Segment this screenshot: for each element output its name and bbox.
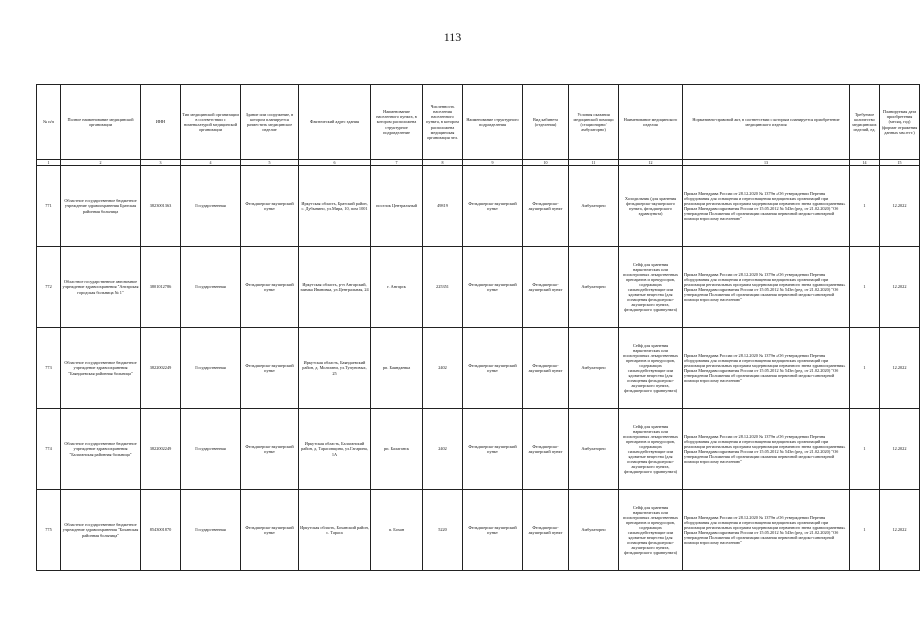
settlement: п. Бохан (371, 490, 423, 571)
quantity: 1 (850, 166, 880, 247)
legal-act: Приказ Минздрава России от 28.12.2020 № 1379н «Об утверждении Перечня оборудования для оснащения и переоснащения медицинских организаций при реализации региональных программ модернизации первичного звена здравоохранения» Приказ Минздравсоцразвития России от 15.05.2012 № 543н (ред. от 21.02.2020) "Об утверждении Положения об организации оказания первичной медико-санитарной помощи взрослому населению" (683, 166, 850, 247)
org-name: Областное государственное автономное учреждение здравоохранения "Ангарская городская больница № 1" (61, 247, 141, 328)
header-row (37, 85, 920, 160)
row-number: 774 (37, 409, 61, 490)
address: Иркутская область, Балаганский район, д. Тарасовщина, ул.Гагарина, 1А (299, 409, 371, 490)
cabinet: Фельдшерско-акушерский пункт (523, 247, 569, 328)
purchase-date: 12.2022 (880, 409, 920, 490)
column-number: 15 (880, 160, 920, 166)
header-cell: Требуемое количество медицинских изделий, ед. (850, 85, 880, 160)
building: Фельдшерско-акушерский пункт (241, 328, 299, 409)
device: Сейф для хранения наркотических или психотропных лекарственных препаратов и прекурсоров, содержащих сильнодействующие или ядовитые вещества (для оснащения фельдшерско-акушерского пункта, фельдшерского здравпункта) (619, 409, 683, 490)
column-number: 10 (523, 160, 569, 166)
page-number: 113 (443, 30, 462, 44)
conditions: Амбулаторно (569, 490, 619, 571)
header-cell: ИНН (141, 85, 181, 160)
address: Иркутская область, р-н Ангарский, заимка Ивановка, ул.Центральная, 24 (299, 247, 371, 328)
address: Иркутская область, Боханский район, с. Тараса (299, 490, 371, 571)
column-number: 9 (463, 160, 523, 166)
building: Фельдшерско-акушерский пункт (241, 490, 299, 571)
inn: 3823001363 (141, 166, 181, 247)
header-cell: Наименование медицинского изделия (619, 85, 683, 160)
org-name: Областное государственное бюджетное учреждение здравоохранения Братская районная больница (61, 166, 141, 247)
header-cell: Полное наименование медицинской организации (61, 85, 141, 160)
unit: Фельдшерско-акушерский пункт (463, 247, 523, 328)
table-row (37, 328, 920, 409)
cabinet: Фельдшерско-акушерский пункт (523, 166, 569, 247)
table-row (37, 490, 920, 571)
table-row (37, 247, 920, 328)
cabinet: Фельдшерско-акушерский пункт (523, 328, 569, 409)
column-number: 4 (181, 160, 241, 166)
inn: 8543001870 (141, 490, 181, 571)
building: Фельдшерско-акушерский пункт (241, 166, 299, 247)
header-cell: Наименование населенного пункта, в котором расположена структурное подразделение (371, 85, 423, 160)
header-cell: Вид кабинета (отделения) (523, 85, 569, 160)
header-cell: Нормативно-правовой акт, в соответствии с которым планируется приобретение медицинского изделия (683, 85, 850, 160)
equipment-table (36, 84, 920, 571)
legal-act: Приказ Минздрава России от 28.12.2020 № 1379н «Об утверждении Перечня оборудования для оснащения и переоснащения медицинских организаций при реализации региональных программ модернизации первичного звена здравоохранения» Приказ Минздравсоцразвития России от 15.05.2012 № 543н (ред. от 21.02.2020) "Об утверждении Положения об организации оказания первичной медико-санитарной помощи взрослому населению" (683, 247, 850, 328)
inn: 3822002249 (141, 409, 181, 490)
settlement: рп. Балаганск (371, 409, 423, 490)
population: 5220 (423, 490, 463, 571)
unit: Фельдшерско-акушерский пункт (463, 166, 523, 247)
org-type: Государственная (181, 247, 241, 328)
device: Сейф для хранения наркотических или психотропных лекарственных препаратов и прекурсоров, содержащих сильнодействующие или ядовитые вещества (для оснащения фельдшерско-акушерского пункта, фельдшерского здравпункта) (619, 328, 683, 409)
unit: Фельдшерско-акушерский пункт (463, 409, 523, 490)
org-type: Государственная (181, 490, 241, 571)
device: Сейф для хранения наркотических или психотропных лекарственных препаратов и прекурсоров, содержащих сильнодействующие или ядовитые вещества (для оснащения фельдшерско-акушерского пункта, фельдшерского здравпункта) (619, 247, 683, 328)
legal-act: Приказ Минздрава России от 28.12.2020 № 1379н «Об утверждении Перечня оборудования для оснащения и переоснащения медицинских организаций при реализации региональных программ модернизации первичного звена здравоохранения» Приказ Минздравсоцразвития России от 15.05.2012 № 543н (ред. от 21.02.2020) "Об утверждении Положения об организации оказания первичной медико-санитарной помощи взрослому населению" (683, 490, 850, 571)
settlement: г. Ангарск (371, 247, 423, 328)
column-number: 12 (619, 160, 683, 166)
column-number: 6 (299, 160, 371, 166)
purchase-date: 12.2022 (880, 328, 920, 409)
settlement: поселок Центральный (371, 166, 423, 247)
address: Иркутская область, Баяндаевский район, д. Мольтани, ул.Тупуновых, 25 (299, 328, 371, 409)
org-type: Государственная (181, 328, 241, 409)
conditions: Амбулаторно (569, 409, 619, 490)
unit: Фельдшерско-акушерский пункт (463, 328, 523, 409)
column-number: 13 (683, 160, 850, 166)
quantity: 1 (850, 247, 880, 328)
header-cell: Условия оказания медицинской помощи (стационарно/амбулаторно) (569, 85, 619, 160)
unit: Фельдшерско-акушерский пункт (463, 490, 523, 571)
quantity: 1 (850, 328, 880, 409)
building: Фельдшерско-акушерский пункт (241, 247, 299, 328)
column-number: 8 (423, 160, 463, 166)
column-number: 3 (141, 160, 181, 166)
row-number: 772 (37, 247, 61, 328)
quantity: 1 (850, 409, 880, 490)
inn: 3801012786 (141, 247, 181, 328)
conditions: Амбулаторно (569, 328, 619, 409)
column-number: 2 (61, 160, 141, 166)
cabinet: Фельдшерско-акушерский пункт (523, 409, 569, 490)
device: Холодильник (для хранения фельдшерско-акушерского пункта, фельдшерского здравпункта) (619, 166, 683, 247)
org-name: Областное государственное бюджетное учреждение здравоохранения "Баяндаевская районная больница" (61, 328, 141, 409)
column-number: 1 (37, 160, 61, 166)
population: 2402 (423, 409, 463, 490)
legal-act: Приказ Минздрава России от 28.12.2020 № 1379н «Об утверждении Перечня оборудования для оснащения и переоснащения медицинских организаций при реализации региональных программ модернизации первичного звена здравоохранения» Приказ Минздравсоцразвития России от 15.05.2012 № 543н (ред. от 21.02.2020) "Об утверждении Положения об организации оказания первичной медико-санитарной помощи взрослому населению" (683, 409, 850, 490)
conditions: Амбулаторно (569, 247, 619, 328)
column-number: 5 (241, 160, 299, 166)
header-cell: Фактический адрес здания (299, 85, 371, 160)
conditions: Амбулаторно (569, 166, 619, 247)
header-cell: Численность населения населенного пункта, в котором расположена медицинская организация чел. (423, 85, 463, 160)
header-cell: № п/п (37, 85, 61, 160)
org-type: Государственная (181, 409, 241, 490)
table-row (37, 166, 920, 247)
building: Фельдшерско-акушерский пункт (241, 409, 299, 490)
purchase-date: 12.2022 (880, 247, 920, 328)
inn: 3822002249 (141, 328, 181, 409)
table-row (37, 409, 920, 490)
header-cell: Планируемая дата приобретения (месяц, год) (формат отражения данных мм.гггг.) (880, 85, 920, 160)
row-number: 773 (37, 328, 61, 409)
purchase-date: 12.2022 (880, 166, 920, 247)
header-cell: Наименование структурного подразделения (463, 85, 523, 160)
population: 49819 (423, 166, 463, 247)
column-number: 14 (850, 160, 880, 166)
column-number: 11 (569, 160, 619, 166)
legal-act: Приказ Минздрава России от 28.12.2020 № 1379н «Об утверждении Перечня оборудования для оснащения и переоснащения медицинских организаций при реализации региональных программ модернизации первичного звена здравоохранения» Приказ Минздравсоцразвития России от 15.05.2012 № 543н (ред. от 21.02.2020) "Об утверждении Положения об организации оказания первичной медико-санитарной помощи взрослому населению" (683, 328, 850, 409)
column-number: 7 (371, 160, 423, 166)
header-cell: Здание или сооружение, в котором планируется разместить медицинское изделие (241, 85, 299, 160)
org-type: Государственная (181, 166, 241, 247)
row-number: 771 (37, 166, 61, 247)
population: 2402 (423, 328, 463, 409)
org-name: Областное государственное бюджетное учреждение здравоохранения "Боханская районная больница" (61, 490, 141, 571)
cabinet: Фельдшерско-акушерский пункт (523, 490, 569, 571)
population: 225351 (423, 247, 463, 328)
quantity: 1 (850, 490, 880, 571)
org-name: Областное государственное бюджетное учреждение здравоохранения "Балаганская районная больница" (61, 409, 141, 490)
purchase-date: 12.2022 (880, 490, 920, 571)
row-number: 775 (37, 490, 61, 571)
settlement: рп. Баяндаевка (371, 328, 423, 409)
address: Иркутская область, Братский район, с. Дубынино, ул.Мира, 10, пом 1001 (299, 166, 371, 247)
header-cell: Тип медицинской организации в соответствии с номенклатурой медицинской организации (181, 85, 241, 160)
device: Сейф для хранения наркотических или психотропных лекарственных препаратов и прекурсоров, содержащих сильнодействующие или ядовитые вещества (для оснащения фельдшерско-акушерского пункта, фельдшерского здравпункта) (619, 490, 683, 571)
